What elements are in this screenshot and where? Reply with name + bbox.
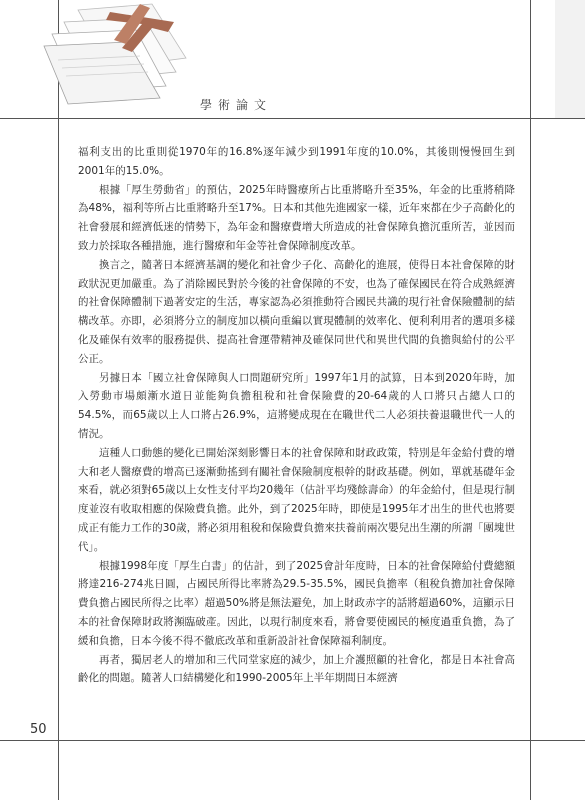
paper-stack-illustration [40, 0, 190, 118]
left-rule [58, 0, 59, 800]
paragraph-5: 這種人口動態的變化已開始深刻影響日本的社會保障和財政政策，特別是年金給付費的增大和老人醫療費的增高已逐漸動搖到有關社會保險制度根幹的財政基礎。例如，單就基礎年金來看，就必須對65歲以上女性支付平均20幾年（估計平均殘餘壽命）的年金給付，但是現行制度並沒有收取相應的保險費負擔。此外，到了2025年時，即使是1995年才出生的世代也將要成正有能力工作的30歲，將必須用租稅和保險費負擔來扶養前兩次嬰兒出生潮的所謂「團塊世代」。 [78, 446, 515, 553]
footer-rule [0, 740, 585, 741]
paragraph-3: 換言之，隨著日本經濟基調的變化和社會少子化、高齡化的進展，使得日本社會保障的財政狀況更加嚴重。為了消除國民對於今後的社會保障的不安，也為了確保國民在符合成熟經濟的社會保障體制下過著安定的生活，專家認為必須推動符合國民共識的現行社會保險體制的結構改革。亦即，必須將分立的制度加以橫向重編以實現體制的效率化、便利利用者的選項多樣化及確保有效率的服務提供、提高社會運帶精神及確保同世代和異世代間的負擔與給付的公平公正。 [78, 258, 515, 365]
right-rule [530, 0, 531, 800]
page-number: 50 [30, 722, 47, 737]
paragraph-1: 福利支出的比重則從1970年的16.8%逐年減少到1991年度的10.0%，其後則慢慢回生到2001年的15.0%。 [78, 146, 515, 177]
paragraph-6: 根據1998年度「厚生白書」的估計，到了2025會計年度時，日本的社會保障給付費總額將達216-274兆日圓，占國民所得比率將為29.5-35.5%，國民負擔率（租稅負擔加社會保障費負擔占國民所得之比率）超過50%將是無法避免，加上財政赤字的話將超過60%，這顯示日本的社會保障財政將瀕臨破產。因此，以現行制度來看，將會要使國民的極度過重負擔，為了緩和負擔，日本今後不得不徹底改革和重新設計社會保障福利制度。 [78, 559, 515, 647]
paragraph-4: 另據日本「國立社會保障與人口問題研究所」1997年1月的試算，日本到2020年時，加入勞動市場頗漸水道日並能夠負擔租稅和社會保險費的20-64歲的人口將只占總人口的54.5%，而65歲以上人口將占26.9%，這將變成現在在職世代二人必須扶養退職世代一人的情況。 [78, 371, 515, 440]
header-rule [0, 118, 585, 119]
right-margin-tab [555, 0, 585, 118]
paragraph-7: 再者，獨居老人的增加和三代同堂家庭的減少，加上介護照顧的社會化，都是日本社會高齡化的問題。隨著人口結構變化和1990-2005年上半年期間日本經濟 [78, 653, 515, 685]
section-title: 學術論文 [200, 98, 273, 112]
article-body [78, 143, 515, 688]
paragraph-2: 根據「厚生勞動省」的預估，2025年時醫療所占比重將略升至35%，年金的比重將稍降為48%，福利等所占比重將略升至17%。日本和其他先進國家一樣，近年來都在少子高齡化的社會發展和經濟低迷的情勢下，為年金和醫療費增大所造成的社會保障負擔沉重所苦，並因而致力於採取各種措施，進行醫療和年金等社會保障制度改革。 [78, 183, 515, 252]
